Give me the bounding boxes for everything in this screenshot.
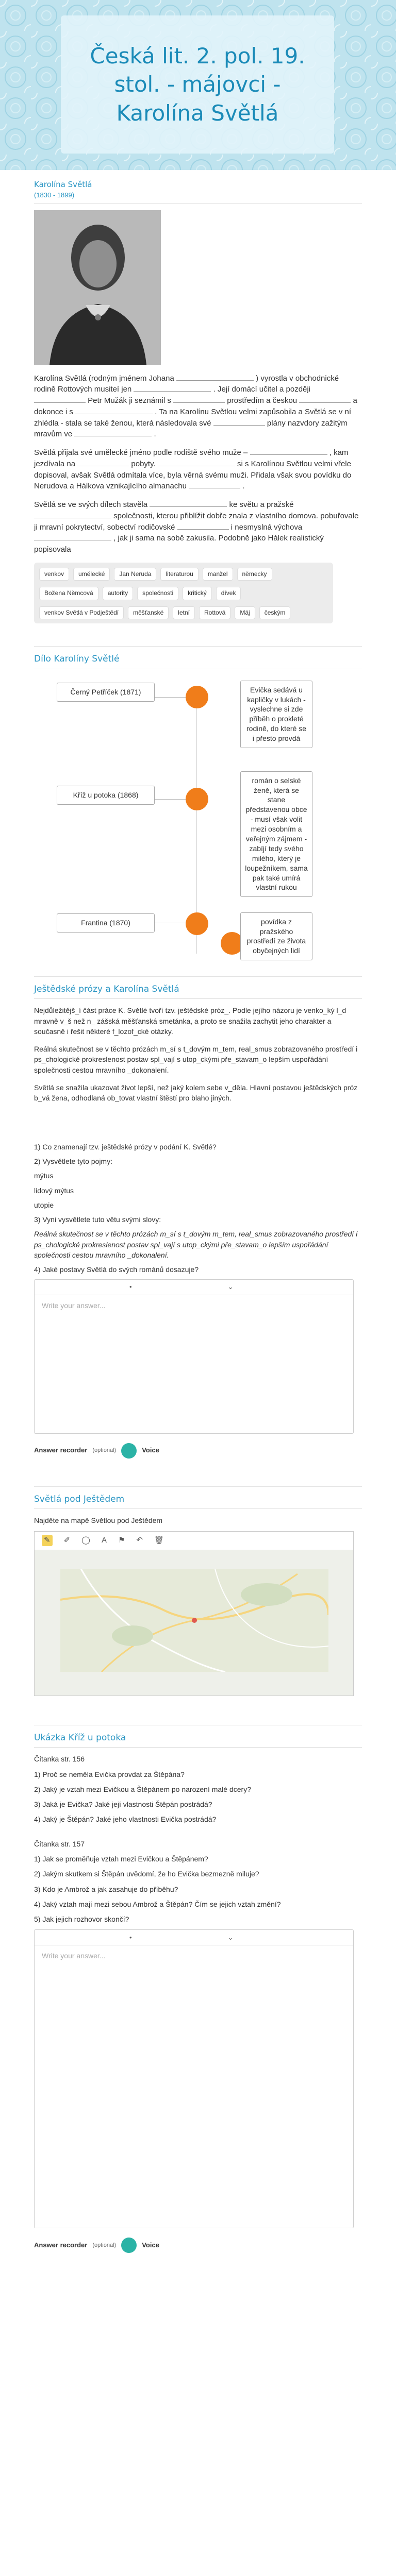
portrait-image (34, 210, 161, 365)
map-title: Světlá pod Ještědem (34, 1494, 125, 1504)
reading-reference: Čítanka str. 156 (34, 1755, 85, 1764)
timeline-item-label: Frantina (1870) (57, 913, 155, 933)
text-icon[interactable]: A (101, 1536, 107, 1545)
timeline-section (34, 646, 362, 964)
spacer (34, 1829, 362, 1839)
map-widget[interactable] (34, 1531, 354, 1696)
answer-recorder (34, 2238, 362, 2253)
question: 2) Vysvětlete tyto pojmy: (34, 1157, 112, 1165)
word-chip[interactable]: českým (259, 606, 291, 619)
chevron-down-icon[interactable]: ⌄ (227, 1282, 234, 1291)
blank-field[interactable] (34, 533, 111, 540)
connector (155, 799, 186, 800)
bullet-icon[interactable]: • (129, 1282, 132, 1291)
question: 1) Jak se proměňuje vztah mezi Evičkou a Štěpánem? (34, 1855, 208, 1863)
ukazka-section (34, 1725, 362, 2253)
reading-questions (34, 1754, 362, 1924)
answer-toolbar (35, 1930, 353, 1945)
answer-box[interactable] (34, 1279, 354, 1434)
question: 1) Co znamenají tzv. ještědské prózy v podání K. Světlé? (34, 1142, 217, 1151)
jestedske-section (34, 976, 362, 1459)
text-span: . (154, 430, 156, 439)
author-name: Karolína Světlá (34, 180, 92, 189)
pencil-icon[interactable]: ✎ (42, 1535, 53, 1546)
word-chip[interactable]: venkov (39, 568, 69, 581)
word-chip[interactable]: Rottová (199, 606, 230, 619)
blank-field[interactable] (177, 522, 229, 530)
blank-field[interactable] (173, 396, 225, 403)
highlighter-icon[interactable]: ✐ (63, 1536, 71, 1545)
word-bank (34, 563, 333, 623)
trash-icon[interactable]: 🗑 (154, 1536, 164, 1545)
word-chip[interactable]: autority (103, 587, 133, 600)
voice-label: Voice (142, 1446, 159, 1454)
blank-field[interactable] (34, 396, 86, 403)
recorder-label: Answer recorder (34, 2241, 88, 2249)
word-chip[interactable]: Jan Neruda (114, 568, 156, 581)
blank-field[interactable] (150, 500, 227, 507)
answer-box[interactable] (34, 1929, 354, 2228)
intro-paragraph-1 (34, 373, 362, 440)
recorder-optional: (optional) (92, 2242, 117, 2248)
word-chip[interactable]: literaturou (160, 568, 198, 581)
text-span: plány nazvdory zažitým mravům ve (34, 418, 348, 439)
word-chip[interactable]: Božena Němcová (39, 587, 98, 600)
timeline-item-desc: román o selské ženě, která se stane představenou obce - musí však volit mezi osobním a veřejným zájmem - zabíjí tedy svého milého, který je loupežníkem, sama pak také umírá vlastní rukou (240, 771, 312, 897)
voice-label: Voice (142, 2241, 159, 2249)
map-toolbar (35, 1532, 353, 1550)
word-chip[interactable]: manžel (203, 568, 233, 581)
jestedske-paragraph-1: Nejdůležitějš_í část práce K. Světlé tvoří tzv. ještědské próz_. Podle jejího názoru je venko_ký l_d mravně v_š než n_ zášská měšťanská smetánka, a proto se snažila zachytit jeho charakter a současně i řešit některé f_lozof_cké otázky. (34, 1006, 346, 1036)
stamp-icon[interactable]: ⚑ (118, 1536, 125, 1545)
divider (34, 1747, 362, 1748)
question: 4) Jaký vztah mají mezi sebou Ambrož a Štěpán? Čím se jejich vztah změní? (34, 1900, 281, 1908)
quoted-sentence: Reálná skutečnost se v těchto prózách m_sí s t_dovým m_tem, real_smus zobrazovaného prostředí i ps_chologické prokreslenost postav spl_vají s utop_ckými pře_stavam_o lepším uspořádání společnosti cestou mravního _dokonalení. (34, 1230, 358, 1260)
blank-field[interactable] (158, 459, 235, 466)
text-span: . Její domácí učitel a později (213, 385, 311, 394)
question: 3) Vyni vysvětlete tuto větu svými slovy: (34, 1215, 161, 1224)
text-span: i nesmyslná výchova (230, 522, 303, 532)
timeline-title: Dílo Karolíny Světlé (34, 654, 120, 665)
recorder-optional: (optional) (92, 1447, 117, 1453)
jestedske-title: Ještědské prózy a Karolína Světlá (34, 984, 179, 994)
question: 5) Jak jejich rozhovor skončí? (34, 1915, 129, 1924)
map-image (60, 1569, 328, 1672)
author-years: (1830 - 1899) (34, 191, 75, 199)
map-instruction: Najděte na mapě Světlou pod Ještědem (34, 1516, 163, 1525)
text-span: Petr Mužák ji seznámil s (88, 396, 171, 405)
question: 2) Jaký je vztah mezi Evičkou a Štěpánem po narození malé dcery? (34, 1785, 251, 1793)
blank-field[interactable] (77, 459, 129, 466)
blank-field[interactable] (74, 429, 152, 436)
text-span: si s Karolínou Světlou velmi vřele dopisoval, avšak Světlá odmítala více, byla věrná svému muži. Přidala však svou povídku do Nerudova a Hálkova vznikajícího almanachu (34, 459, 352, 491)
chevron-down-icon[interactable]: ⌄ (227, 1933, 234, 1941)
microphone-icon[interactable] (121, 2238, 137, 2253)
word-chip[interactable]: Máj (235, 606, 255, 619)
jestedske-paragraph-3: Světlá se snažila ukazovat život lepší, než jaký kolem sebe v_děla. Hlavní postavou ještědských próz b_vá žena, odhodlaná ob_tovat vlastní štěstí pro blaho jiných. (34, 1083, 358, 1103)
timeline-dot[interactable] (186, 912, 208, 935)
text-span: Karolína Světlá (rodným jménem Johana (34, 374, 174, 383)
term: mýtus (34, 1172, 54, 1180)
header-banner (0, 0, 396, 170)
question: 3) Jaká je Evička? Jaké její vlastnosti Štěpán postrádá? (34, 1800, 212, 1809)
word-chip[interactable]: kritický (183, 587, 212, 600)
term: utopie (34, 1200, 54, 1209)
spacer (34, 1111, 362, 1142)
jestedske-paragraph-2: Reálná skutečnost se v těchto prózách m_sí s t_dovým m_tem, real_smus zobrazovaného prostředí i ps_chologické prokreslenost postav spl_vají s utop_ckými pře_stavam_o lepším uspořádání společnosti cestou mravního _dokonalení. (34, 1045, 358, 1074)
answer-toolbar (35, 1280, 353, 1295)
text-span: prostředím a českou (227, 396, 298, 405)
answer-recorder (34, 1443, 362, 1459)
divider (34, 998, 362, 999)
timeline-item-label: Černý Petříček (1871) (57, 683, 155, 702)
text-span: ke světu a pražské (229, 500, 294, 510)
answer-input[interactable]: Write your answer... (42, 1952, 106, 1960)
intro-paragraph-2 (34, 447, 362, 492)
word-chip[interactable]: venkov Světlá v Podještědí (39, 606, 124, 619)
recorder-label: Answer recorder (34, 1446, 88, 1454)
word-chip[interactable]: společnosti (137, 587, 178, 600)
reading-reference: Čítanka str. 157 (34, 1839, 85, 1848)
text-span: , jak ji sama na sobě zakusila. Podobně jako Hálek realistický popisovala (34, 534, 324, 554)
text-span: společnosti, kterou přiblížit dobře znala z vlastního domova. pobuřovale ji mravní pokrytectví, sobectví rodičovské (34, 511, 359, 532)
undo-icon[interactable]: ↶ (136, 1536, 143, 1545)
blank-field[interactable] (189, 481, 240, 488)
text-span: ) vyrostla v obchodnické rodině Rottových musiteí jen (34, 374, 339, 394)
intro-section (34, 170, 362, 623)
answer-input[interactable]: Write your answer... (42, 1301, 106, 1310)
timeline-item-desc: povídka z pražského prostředí ze života obyčejných lidí (240, 912, 312, 961)
bullet-icon[interactable]: • (129, 1933, 132, 1941)
question: 4) Jaké postavy Světlá do svých románů dosazuje? (34, 1265, 199, 1274)
text-span: Světlá přijala své umělecké jméno podle rodiště svého muže – (34, 448, 248, 457)
blank-field[interactable] (176, 374, 254, 381)
blank-field[interactable] (75, 407, 153, 414)
text-span: , kam jezdívala na (34, 448, 349, 468)
question: 4) Jaký je Štěpán? Jaké jeho vlastnosti Evička postrádá? (34, 1815, 217, 1824)
intro-paragraph-3 (34, 499, 362, 555)
timeline (34, 675, 362, 964)
word-chip[interactable]: měšťanské (128, 606, 169, 619)
text-span: a dokonce i s (34, 396, 357, 416)
word-chip[interactable]: letní (173, 606, 195, 619)
text-span: Světlá se ve svých dílech stavěla (34, 500, 148, 510)
text-span: pobyty. (131, 459, 156, 468)
map-section (34, 1486, 362, 1696)
blank-field[interactable] (134, 384, 211, 392)
timeline-dot[interactable] (186, 686, 208, 708)
blank-field[interactable] (250, 448, 327, 455)
word-chip[interactable]: umělecké (73, 568, 110, 581)
timeline-item-desc: Evička sedává u kapličky v lukách - vyslechne si zde příběh o prokleté rodině, do které se i přesto provdá (240, 681, 312, 748)
question: 1) Proč se neměla Evička provdat za Štěpána? (34, 1770, 185, 1778)
blank-field[interactable] (213, 418, 265, 426)
timeline-item-label: Kříž u potoka (1868) (57, 786, 155, 805)
title-box (61, 15, 334, 154)
ukazka-title: Ukázka Kříž u potoka (34, 1732, 126, 1743)
text-span: . (242, 482, 245, 491)
question: 3) Kdo je Ambrož a jak zasahuje do příběhu? (34, 1885, 178, 1893)
connector (155, 697, 186, 698)
term: lidový mýtus (34, 1186, 74, 1195)
microphone-icon[interactable] (121, 1443, 137, 1459)
word-chip[interactable]: dívek (216, 587, 241, 600)
word-chip[interactable]: německy (237, 568, 272, 581)
blank-field[interactable] (34, 511, 111, 518)
timeline-dot[interactable] (186, 788, 208, 810)
text-span: . Ta na Karolínu Světlou velmi zapůsobila a Světlá se v ní zhlédla - stala se také ženou, která následovala své (34, 407, 352, 428)
question: 2) Jakým skutkem si Štěpán uvědomí, že ho Evička bezmezně miluje? (34, 1870, 259, 1878)
circle-icon[interactable]: ◯ (81, 1536, 90, 1545)
blank-field[interactable] (299, 396, 351, 403)
page-title: Česká lit. 2. pol. 19. stol. - májovci - Karolína Světlá (90, 43, 305, 126)
